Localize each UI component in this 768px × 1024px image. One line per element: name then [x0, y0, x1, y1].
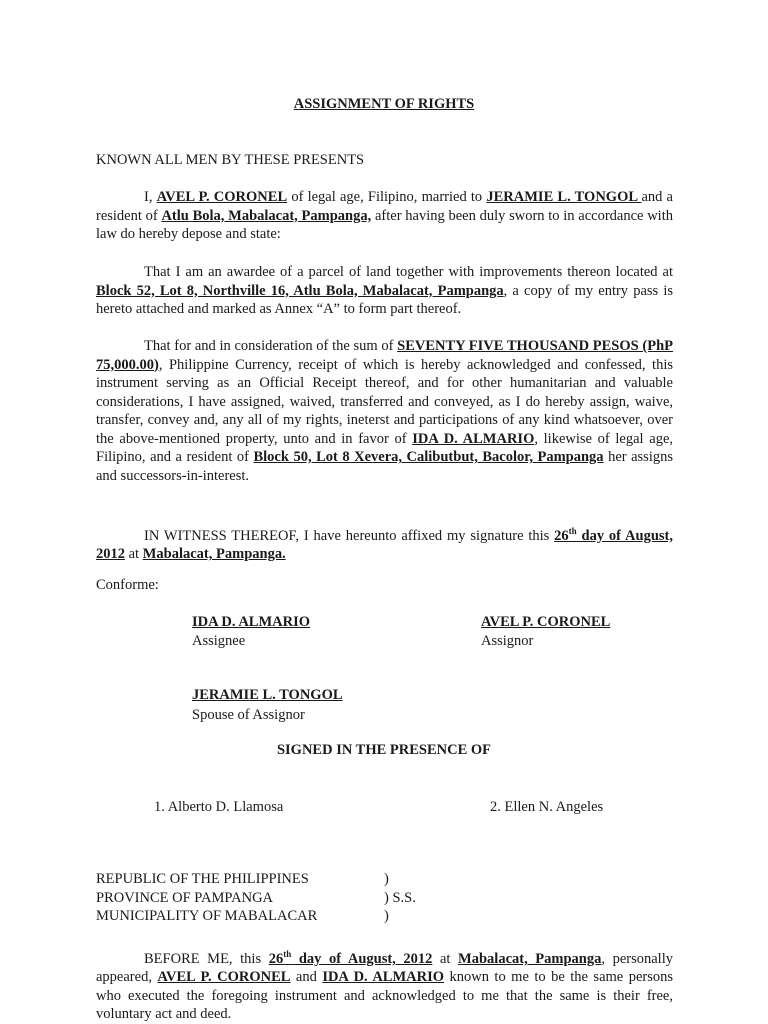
paragraph-property — [96, 263, 673, 319]
p1-text-3: and a resident of — [96, 189, 673, 224]
p2-text-2: , a copy of my entry pass is hereto attached and marked as Annex “A” to form part thereof. — [96, 282, 673, 317]
signing-day-suffix: th — [568, 526, 577, 536]
assignee-address: Block 50, Lot 8 Xevera, Calibutbut, Bacolor, Pampanga — [253, 449, 604, 465]
p4-text-1: IN WITNESS THEREOF, I have hereunto affixed my signature this — [144, 527, 555, 544]
witness-2: 2. Ellen N. Angeles — [490, 799, 604, 815]
spouse-name: JERAMIE L. TONGOL — [486, 189, 642, 205]
p2-text-1: That I am an awardee of a parcel of land together with improvements thereon located at — [144, 264, 673, 280]
signatory-assignor-role: Assignor — [481, 633, 534, 649]
venue-paren-3: ) — [384, 908, 389, 924]
venue-paren-ss: ) S.S. — [384, 890, 416, 906]
p4-text-2: at — [125, 546, 143, 563]
paragraph-witness — [96, 522, 673, 564]
signed-presence-heading: SIGNED IN THE PRESENCE OF — [276, 742, 492, 758]
signatory-spouse-name: JERAMIE L. TONGOL — [192, 687, 343, 703]
p5-text-1: BEFORE ME, this — [144, 950, 269, 967]
ack-date — [269, 951, 433, 967]
assignee-name: IDA D. ALMARIO — [412, 430, 535, 447]
ack-date-rest: day of August, 2012 — [291, 950, 433, 967]
signing-date-rest: day of August, 2012 — [96, 527, 674, 563]
p5-text-2: at — [432, 950, 459, 967]
p1-text-1: I, — [144, 189, 157, 205]
signatory-spouse-role: Spouse of Assignor — [192, 707, 305, 723]
assignor-address: Atlu Bola, Mabalacat, Pampanga, — [161, 207, 372, 224]
ack-name-2: IDA D. ALMARIO — [322, 969, 445, 986]
ack-day: 26 — [268, 950, 284, 967]
venue-paren-1: ) — [384, 871, 389, 887]
p5-text-3: , personally appeared, — [96, 950, 673, 986]
paragraph-acknowledgment — [96, 945, 673, 1024]
document-title: ASSIGNMENT OF RIGHTS — [293, 96, 475, 112]
ack-day-suffix: th — [283, 949, 292, 959]
venue-municipality: MUNICIPALITY OF MABALACAR — [96, 908, 318, 924]
p3-text-1: That for and in consideration of the sum of — [144, 338, 398, 354]
signatory-assignor-name: AVEL P. CORONEL — [481, 614, 611, 630]
signatory-assignee-role: Assignee — [192, 633, 246, 649]
signatory-assignee-name: IDA D. ALMARIO — [192, 614, 311, 630]
consideration-amount: SEVENTY FIVE THOUSAND PESOS (PhP 75,000.00) — [96, 338, 673, 373]
paragraph-consideration — [96, 337, 673, 485]
conforme-label: Conforme: — [96, 577, 159, 593]
p3-text-2: , Philippine Currency, receipt of which is hereby acknowledged and confessed, this instrument serving as an Official Receipt thereof, and for other humanitarian and valuable considerations, I have assigned, waived, transferred and conveyed, as I do hereby assign, waive, transfer, convey and, any all of my rights, ineterst and participations of any kind whatsoever, over the above-mentioned property, unto and in favor of — [96, 356, 673, 447]
p3-text-4: her assigns and successors-in-interest. — [96, 449, 673, 484]
p3-text-3: , likewise of legal age, Filipino, and a resident of — [96, 430, 674, 465]
venue-province: PROVINCE OF PAMPANGA — [96, 890, 274, 906]
ack-name-1: AVEL P. CORONEL — [157, 969, 291, 986]
opening-line: KNOWN ALL MEN BY THESE PRESENTS — [96, 152, 365, 168]
assignor-name: AVEL P. CORONEL — [156, 189, 288, 205]
p5-text-4: and — [290, 969, 323, 986]
p5-text-5: known to me to be the same persons who executed the foregoing instrument and acknowledged to me that the same is their free, voluntary act and deed. — [96, 969, 673, 1023]
signing-day: 26 — [554, 527, 569, 544]
signing-place: Mabalacat, Pampanga. — [142, 546, 286, 563]
p1-text-2: of legal age, Filipino, married to — [287, 189, 487, 205]
ack-place: Mabalacat, Pampanga — [458, 950, 602, 967]
paragraph-declaration — [96, 188, 673, 244]
witness-1: 1. Alberto D. Llamosa — [154, 799, 284, 815]
property-location: Block 52, Lot 8, Northville 16, Atlu Bola, Mabalacat, Pampanga — [96, 282, 504, 299]
venue-republic: REPUBLIC OF THE PHILIPPINES — [96, 871, 309, 887]
p1-text-4: after having been duly sworn to in accordance with law do hereby depose and state: — [96, 207, 673, 242]
